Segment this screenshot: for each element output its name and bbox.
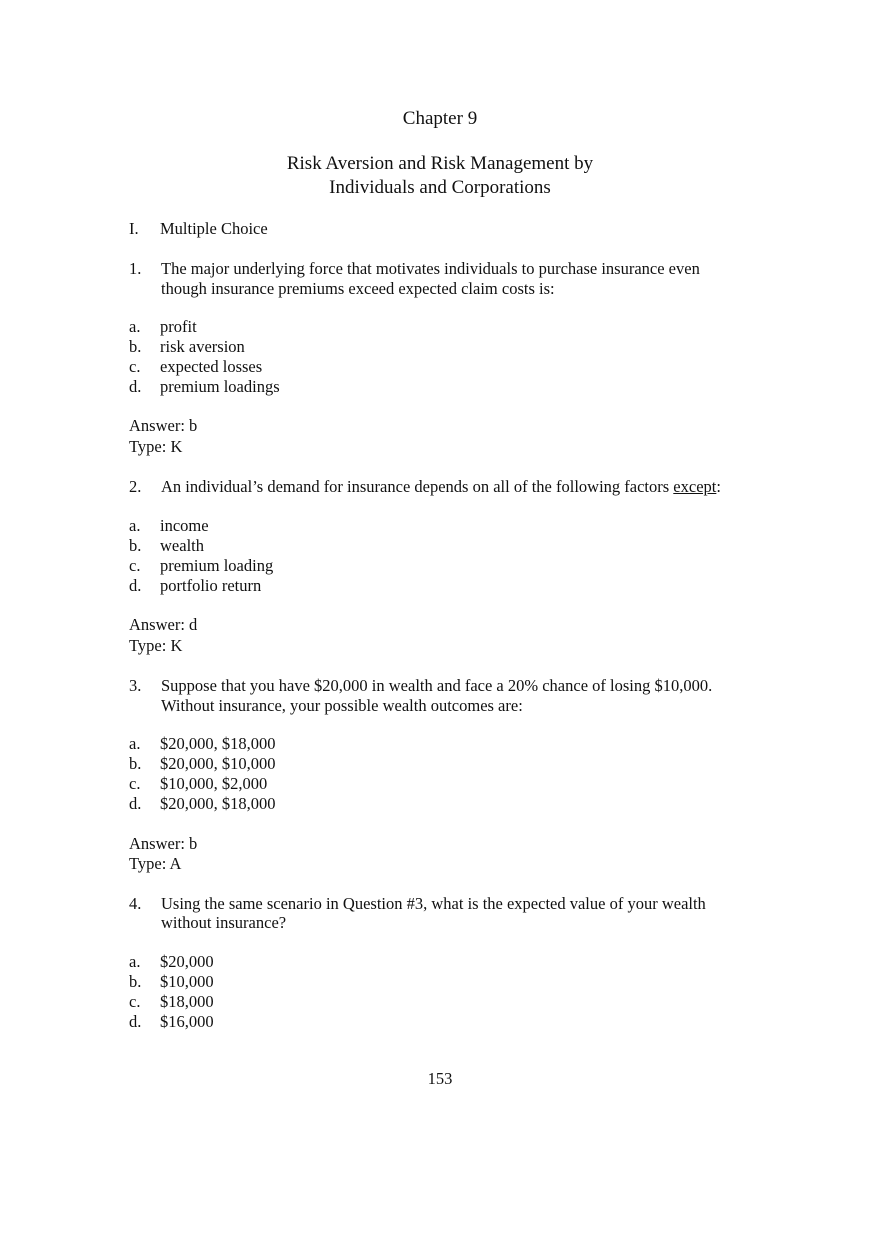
option-text: $10,000, $2,000	[160, 774, 268, 793]
option-letter: c.	[129, 992, 141, 1011]
section-numeral: I.	[129, 219, 139, 238]
option-letter: d.	[129, 1012, 142, 1031]
option-text: premium loadings	[160, 377, 280, 396]
question-text-line: Without insurance, your possible wealth outcomes are:	[161, 696, 523, 715]
question-text-segment: An individual’s demand for insurance depends on all of the following factors	[161, 477, 674, 496]
question-emphasis: except	[673, 477, 717, 496]
option-letter: c.	[129, 556, 141, 575]
option-text: portfolio return	[160, 576, 262, 595]
option-text: $20,000, $10,000	[160, 754, 276, 773]
type-line: Type: K	[129, 636, 183, 655]
option-text: $16,000	[160, 1012, 214, 1031]
option-text: risk aversion	[160, 337, 245, 356]
section-label: Multiple Choice	[160, 219, 268, 238]
option-letter: c.	[129, 774, 141, 793]
question-number: 2.	[129, 477, 142, 496]
option-text: income	[160, 516, 209, 535]
question-text-line: The major underlying force that motivates individuals to purchase insurance even	[161, 259, 700, 278]
option-letter: b.	[129, 337, 142, 356]
question-text-line	[161, 477, 721, 497]
option-letter: c.	[129, 357, 141, 376]
question-text-line: though insurance premiums exceed expected claim costs is:	[161, 279, 555, 298]
answer-line: Answer: d	[129, 615, 198, 634]
question-text-segment: :	[716, 477, 721, 496]
option-letter: b.	[129, 536, 142, 555]
type-line: Type: K	[129, 437, 183, 456]
option-letter: a.	[129, 516, 141, 535]
option-letter: d.	[129, 794, 142, 813]
option-text: $20,000, $18,000	[160, 734, 276, 753]
option-text: $20,000, $18,000	[160, 794, 276, 813]
chapter-title-line-1: Risk Aversion and Risk Management by	[286, 153, 594, 174]
question-text-line: without insurance?	[161, 913, 287, 932]
option-letter: a.	[129, 952, 141, 971]
answer-line: Answer: b	[129, 834, 198, 853]
option-text: expected losses	[160, 357, 263, 376]
option-text: wealth	[160, 536, 204, 555]
option-letter: b.	[129, 754, 142, 773]
chapter-title-line-2: Individuals and Corporations	[329, 177, 551, 198]
question-text-line: Suppose that you have $20,000 in wealth and face a 20% chance of losing $10,000.	[161, 676, 713, 695]
question-number: 3.	[129, 676, 142, 695]
option-text: $18,000	[160, 992, 214, 1011]
question-number: 1.	[129, 259, 142, 278]
answer-line: Answer: b	[129, 416, 198, 435]
option-letter: d.	[129, 576, 142, 595]
option-letter: a.	[129, 317, 141, 336]
option-letter: b.	[129, 972, 142, 991]
chapter-heading: Chapter 9	[402, 108, 478, 129]
option-text: profit	[160, 317, 197, 336]
option-text: premium loading	[160, 556, 274, 575]
option-text: $10,000	[160, 972, 214, 991]
type-line: Type: A	[129, 854, 182, 873]
question-number: 4.	[129, 894, 142, 913]
option-letter: a.	[129, 734, 141, 753]
page-number: 153	[427, 1069, 453, 1088]
option-text: $20,000	[160, 952, 214, 971]
question-text-line: Using the same scenario in Question #3, what is the expected value of your wealth	[161, 894, 706, 913]
option-letter: d.	[129, 377, 142, 396]
